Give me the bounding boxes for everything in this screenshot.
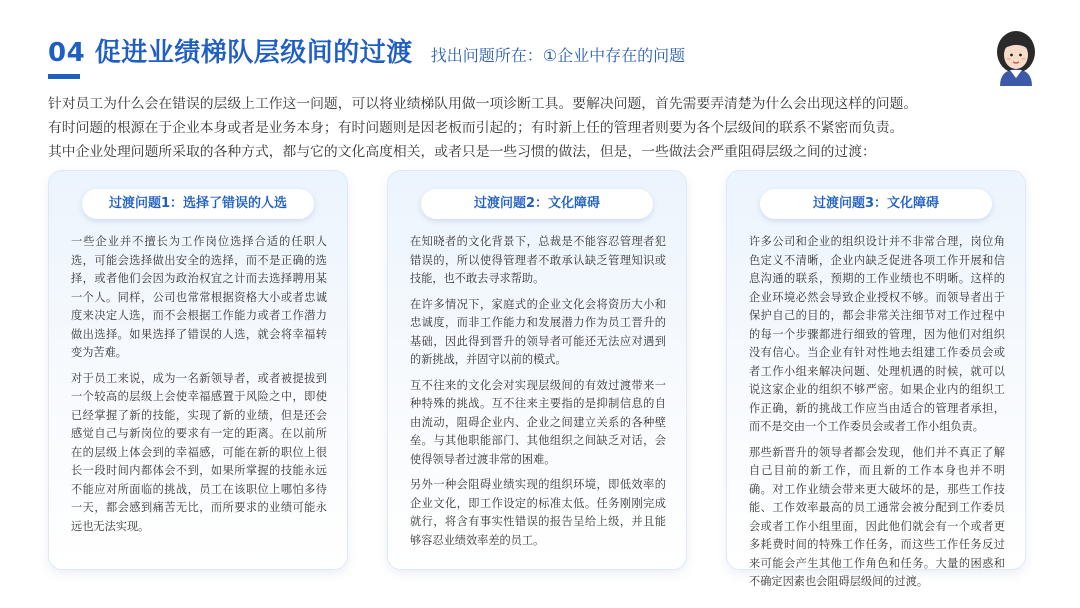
card-paragraph: 在知晓者的文化背景下，总裁是不能容忍管理者犯错误的，所以使得管理者不敢承认缺乏管理知识或技能，也不敢去寻求帮助。 — [410, 235, 666, 285]
intro-line: 针对员工为什么会在错误的层级上工作这一问题，可以将业绩梯队用做一项诊断工具。要解决问题，首先需要弄清楚为什么会出现这样的问题。 — [48, 96, 918, 112]
page-subtitle: 找出问题所在：①企业中存在的问题 — [430, 46, 686, 65]
card-body — [388, 219, 686, 550]
card-title: 过渡问题3：文化障碍 — [760, 189, 992, 219]
page-title: 04 促进业绩梯队层级间的过渡 — [48, 38, 413, 68]
card-paragraph: 另外一种会阻碍业绩实现的组织环境，即低效率的企业文化，即工作设定的标准太低。任务刚刚完成就行，将含有事实性错误的报告呈给上级，并且能够容忍业绩效率差的员工。 — [410, 478, 666, 547]
problem-cards — [48, 170, 1026, 588]
problem-card-1 — [48, 170, 348, 570]
card-body — [727, 219, 1025, 592]
card-title: 过渡问题2：文化障碍 — [421, 189, 653, 219]
card-paragraph: 在许多情况下，家庭式的企业文化会将资历大小和忠诚度，而非工作能力和发展潜力作为员工晋升的基础，因此得到晋升的领导者可能还无法应对遇到的新挑战，并固守以前的模式。 — [410, 297, 666, 366]
card-body — [49, 219, 347, 536]
card-paragraph: 那些新晋升的领导者都会发现，他们并不真正了解自己目前的新工作，而且新的工作本身也并不明确。对工作业绩会带来更大破坏的是，那些工作技能、工作效率最高的员工通常会被分配到工作委员会或者工作小组里面，因此他们就会有一个或者更多耗费时间的特殊工作任务，而这些工作任务反过来可能会产生其他工作角色和任务。大量的困惑和不确定因素也会阻碍层级间的过渡。 — [749, 445, 1005, 588]
intro-line: 有时问题的根源在于企业本身或者是业务本身；有时问题则是因老板而引起的；有时新上任的管理者则要为各个层级间的联系不紧密而负责。 — [48, 120, 904, 136]
card-paragraph: 一些企业并不擅长为工作岗位选择合适的任职人选，可能会选择做出安全的选择，而不是正确的选择，或者他们会因为政治权宜之计而去选择聘用某一个人。同样，公司也常常根据资格大小或者忠诚度来决定人选，而不会根据工作能力或者工作潜力做出选择。如果选择了错误的人选，就会将幸福转变为苦难。 — [71, 235, 327, 359]
woman-avatar-icon — [990, 26, 1042, 86]
page-header — [48, 32, 685, 69]
intro-text — [48, 92, 1048, 164]
card-paragraph: 许多公司和企业的组织设计并不非常合理，岗位角色定义不清晰，企业内缺乏促进各项工作开展和信息沟通的联系，预期的工作业绩也不明晰。这样的企业环境必然会导致企业授权不够。而领导者出于保护自己的目的，都会非常关注细节对工作过程中的每一个步骤都进行细致的管理，因为他们对组织没有信心。当企业有针对性地去组建工作委员会或者工作小组来解决问题、处理机遇的时候，就可以说这家企业的组织不够严密。如果企业内的组织工作正确，新的挑战工作应当由适合的管理者承担，而不是交由一个工作委员会或者工作小组负责。 — [749, 235, 1005, 433]
title-underline — [48, 74, 80, 79]
card-paragraph: 互不往来的文化会对实现层级间的有效过渡带来一种特殊的挑战。互不往来主要指的是抑制信息的自由流动，阻碍企业内、企业之间建立关系的各种壁垒。与其他职能部门、其他组织之间缺乏对话，会使得领导者过渡非常的困难。 — [410, 378, 666, 466]
problem-card-3 — [726, 170, 1026, 588]
problem-card-2 — [387, 170, 687, 570]
card-title: 过渡问题1：选择了错误的人选 — [82, 189, 314, 219]
intro-line: 其中企业处理问题所采取的各种方式，都与它的文化高度相关，或者只是一些习惯的做法，但是，一些做法会严重阻碍层级之间的过渡： — [48, 144, 876, 160]
card-paragraph: 对于员工来说，成为一名新领导者，或者被提拔到一个较高的层级上会使幸福感置于风险之中，即使已经掌握了新的技能，实现了新的业绩，但是还会感觉自己与新岗位的要求有一定的距离。在以前所在的层级上体会到的幸福感，可能在新的职位上很长一段时间内都体会不到，如果所掌握的技能永远不能应对所面临的挑战，员工在该职位上哪怕多待一天，都会感到痛苦无比，而所要求的业绩可能永远也无法实现。 — [71, 371, 327, 533]
